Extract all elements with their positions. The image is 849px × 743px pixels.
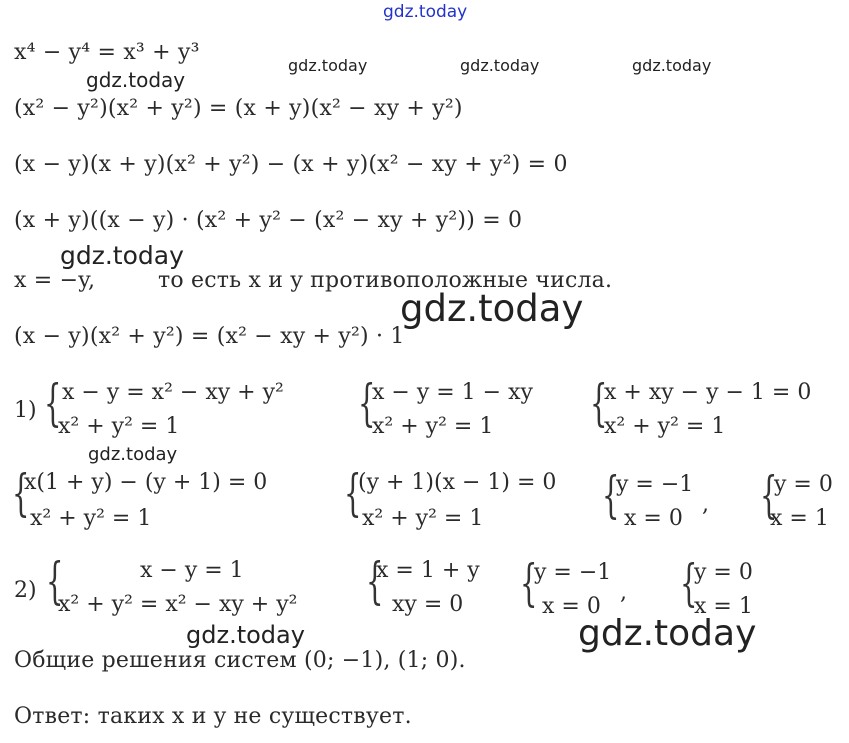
answer-text: Ответ: таких x и y не существует. <box>14 704 412 729</box>
watermark: gdz.today <box>383 2 468 22</box>
system-row: y = 0 <box>774 472 833 497</box>
item-number: 1) <box>14 398 37 423</box>
system-row: x = 1 <box>770 506 829 531</box>
watermark: gdz.today <box>86 68 186 92</box>
system-row: y = 0 <box>694 560 753 585</box>
statement-text: то есть x и y противоположные числа. <box>158 268 613 293</box>
system-row: x² + y² = 1 <box>58 414 180 439</box>
system-row: (y + 1)(x − 1) = 0 <box>358 470 557 495</box>
system-row: x + xy − y − 1 = 0 <box>604 380 812 405</box>
watermark: gdz.today <box>578 613 757 654</box>
system-row: x − y = x² − xy + y² <box>62 380 284 405</box>
brace-icon: { <box>760 466 778 524</box>
system-row: xy = 0 <box>392 592 464 617</box>
system-row: x² + y² = 1 <box>30 506 152 531</box>
equation-line: (x − y)(x + y)(x² + y²) − (x + y)(x² − xy + y²) = 0 <box>14 152 568 177</box>
brace-icon: { <box>590 374 608 432</box>
equation-line: (x − y)(x² + y²) = (x² − xy + y²) · 1 <box>14 324 405 349</box>
watermark: gdz.today <box>632 56 712 75</box>
brace-icon: { <box>46 552 64 610</box>
watermark: gdz.today <box>288 56 368 75</box>
watermark: gdz.today <box>60 241 184 270</box>
system-row: x − y = 1 − xy <box>372 380 533 405</box>
brace-icon: { <box>366 552 384 610</box>
brace-icon: { <box>344 464 362 522</box>
system-row: x = 1 + y <box>376 558 480 583</box>
watermark: gdz.today <box>400 287 584 330</box>
system-row: x = 1 <box>694 594 753 619</box>
brace-icon: { <box>44 374 62 432</box>
brace-icon: { <box>358 374 376 432</box>
equation-line: x⁴ − y⁴ = x³ + y³ <box>14 40 200 65</box>
brace-icon: { <box>680 554 698 612</box>
watermark: gdz.today <box>186 621 305 649</box>
equation-line: (x + y)((x − y) · (x² + y² − (x² − xy + y²)) = 0 <box>14 208 523 233</box>
item-number: 2) <box>14 578 37 603</box>
system-row: x = 0 <box>542 594 601 619</box>
system-row: x(1 + y) − (y + 1) = 0 <box>24 470 268 495</box>
system-row: x² + y² = 1 <box>372 414 494 439</box>
watermark: gdz.today <box>88 444 178 465</box>
separator-comma: , <box>620 580 627 605</box>
brace-icon: { <box>520 554 538 612</box>
watermark: gdz.today <box>460 56 540 75</box>
brace-icon: { <box>12 464 30 522</box>
system-row: x² + y² = x² − xy + y² <box>58 592 298 617</box>
system-row: y = −1 <box>616 472 694 497</box>
system-row: y = −1 <box>534 560 612 585</box>
system-row: x² + y² = 1 <box>604 414 726 439</box>
system-row: x² + y² = 1 <box>362 506 484 531</box>
system-row: x = 0 <box>624 506 683 531</box>
common-solutions-text: Общие решения систем (0; −1), (1; 0). <box>14 648 466 673</box>
brace-icon: { <box>602 466 620 524</box>
separator-comma: , <box>702 492 709 517</box>
equation-line: (x² − y²)(x² + y²) = (x + y)(x² − xy + y²) <box>14 96 463 121</box>
equation-line: x = −y, <box>14 268 96 293</box>
system-row: x − y = 1 <box>140 558 244 583</box>
